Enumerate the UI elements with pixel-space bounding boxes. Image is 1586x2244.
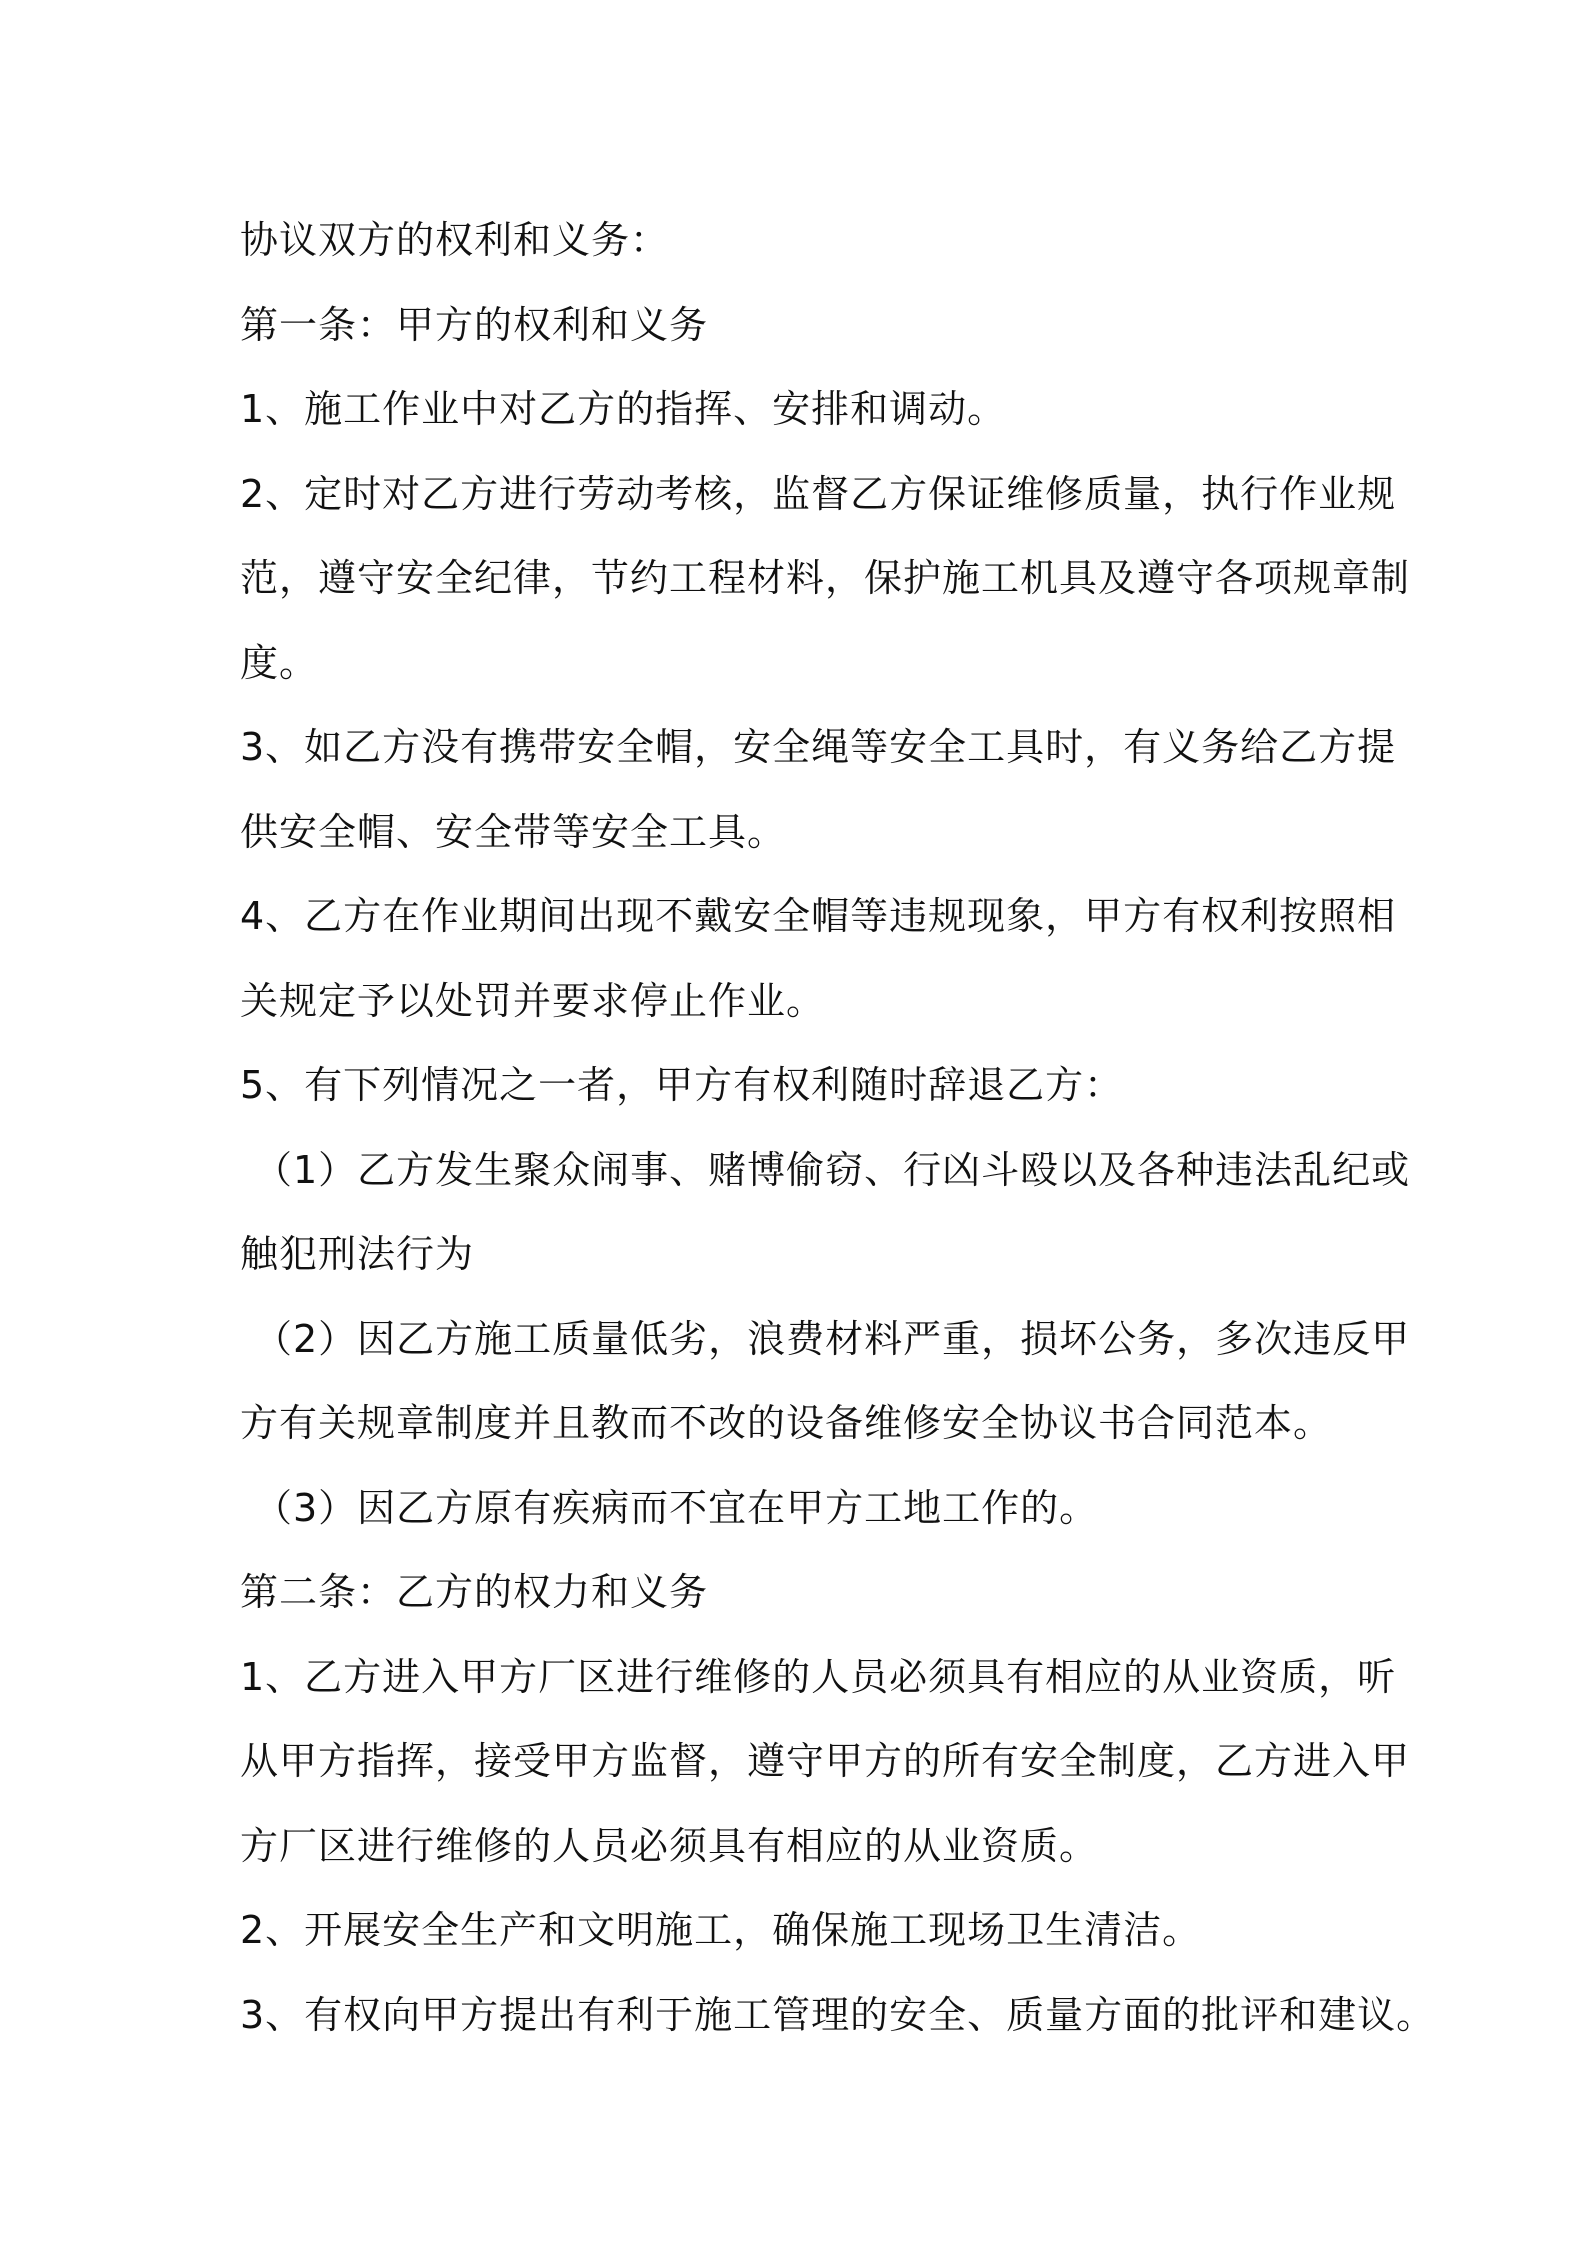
article-1-item-5-sub-3: （3）因乙方原有疾病而不宜在甲方工地工作的。 [254,1485,1099,1530]
article-1-item-2-line-2: 范，遵守安全纪律，节约工程材料，保护施工机具及遵守各项规章制 [240,556,1411,600]
article-1-item-3-line-1: 3、如乙方没有携带安全帽，安全绳等安全工具时，有义务给乙方提 [240,725,1397,769]
article-1-item-2-line-3: 度。 [240,640,319,685]
document-body [240,198,1436,2057]
article-1-item-1: 1、施工作业中对乙方的指挥、安排和调动。 [240,387,1007,431]
article-1-item-4-line-2: 关规定予以处罚并要求停止作业。 [240,978,826,1023]
article-2-item-2: 2、开展安全生产和文明施工，确保施工现场卫生清洁。 [240,1908,1202,1952]
article-1-item-5-sub-1-line-1: （1）乙方发生聚众闹事、赌博偷窃、行凶斗殴以及各种违法乱纪或 [254,1147,1411,1192]
article-1-item-5-sub-1-line-2: 触犯刑法行为 [240,1232,475,1276]
article-1-item-5-sub-2-line-1: （2）因乙方施工质量低劣，浪费材料严重，损坏公务，多次违反甲 [254,1316,1411,1361]
article-1-item-5-sub-2-line-2: 方有关规章制度并且教而不改的设备维修安全协议书合同范本。 [240,1401,1333,1445]
article-2-item-1-line-1: 1、乙方进入甲方厂区进行维修的人员必须具有相应的从业资质，听 [240,1654,1397,1699]
article-1-item-5: 5、有下列情况之一者，甲方有权利随时辞退乙方： [240,1063,1124,1107]
article-2-item-3: 3、有权向甲方提出有利于施工管理的安全、质量方面的批评和建议。 [240,1992,1436,2037]
article-2-title: 第二条：乙方的权力和义务 [240,1570,709,1614]
article-1-item-4-line-1: 4、乙方在作业期间出现不戴安全帽等违规现象，甲方有权利按照相 [240,894,1397,938]
article-2-item-1-line-3: 方厂区进行维修的人员必须具有相应的从业资质。 [240,1823,1099,1868]
article-1-title: 第一条：甲方的权利和义务 [240,302,709,347]
article-1-item-2-line-1: 2、定时对乙方进行劳动考核，监督乙方保证维修质量，执行作业规 [240,471,1397,516]
article-1-item-3-line-2: 供安全帽、安全带等安全工具。 [240,809,787,854]
heading-rights-obligations: 协议双方的权利和义务： [240,218,670,262]
article-2-item-1-line-2: 从甲方指挥，接受甲方监督，遵守甲方的所有安全制度，乙方进入甲 [240,1739,1411,1783]
